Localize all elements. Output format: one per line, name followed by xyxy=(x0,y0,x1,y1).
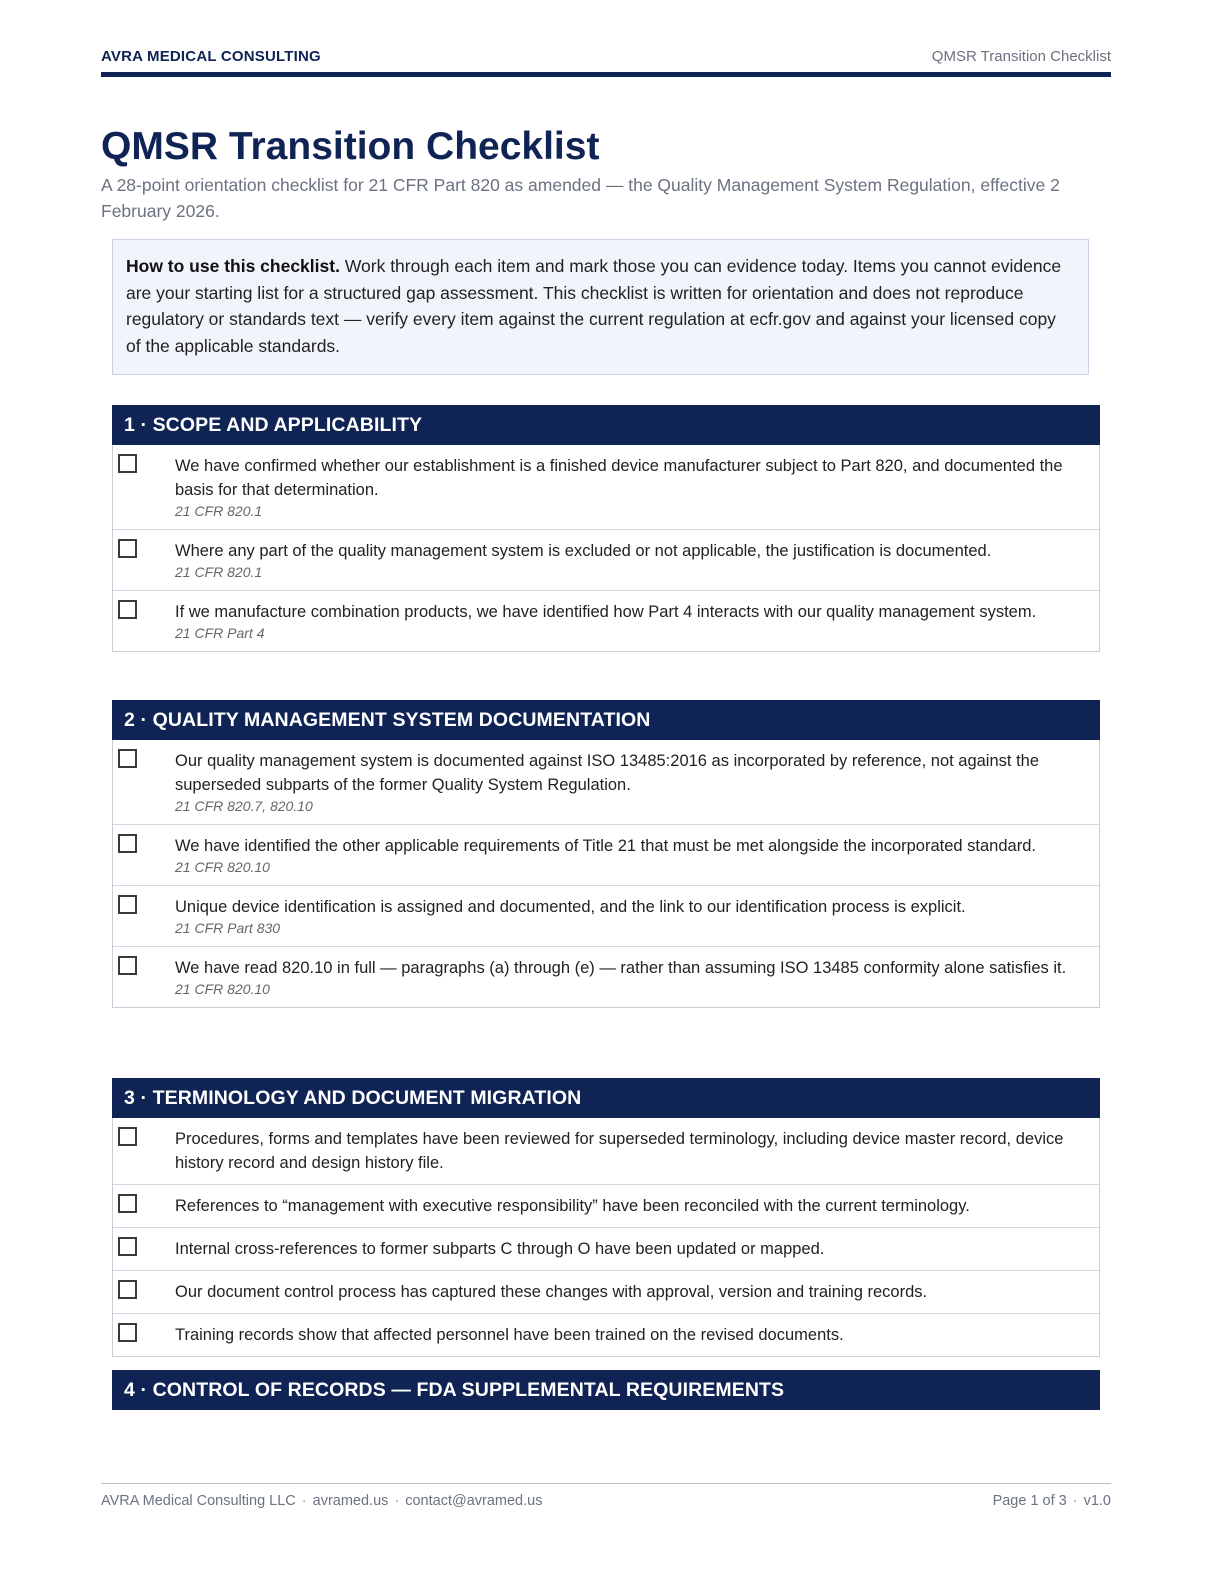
section-heading: 2 · QUALITY MANAGEMENT SYSTEM DOCUMENTATION xyxy=(112,700,1100,740)
footer-email-link[interactable]: contact@avramed.us xyxy=(405,1493,543,1509)
item-reference: 21 CFR 820.1 xyxy=(175,503,263,519)
checklist-item xyxy=(113,824,1099,885)
section-heading: 4 · CONTROL OF RECORDS — FDA SUPPLEMENTAL REQUIREMENTS xyxy=(112,1370,1100,1410)
checklist-item xyxy=(113,1313,1099,1356)
checkbox[interactable] xyxy=(118,1323,137,1342)
section-heading: 3 · TERMINOLOGY AND DOCUMENT MIGRATION xyxy=(112,1078,1100,1118)
item-reference: 21 CFR 820.10 xyxy=(175,859,270,875)
checkbox[interactable] xyxy=(118,539,137,558)
checklist-item xyxy=(113,529,1099,590)
page-footer xyxy=(101,1483,1111,1514)
section-control-of-records xyxy=(112,1370,1100,1410)
item-text: We have read 820.10 in full — paragraphs (a) through (e) — rather than assuming ISO 13485 conformity alone satisfies it. xyxy=(175,959,1067,977)
brand-name: AVRA MEDICAL CONSULTING xyxy=(101,48,321,65)
footer-page-info: Page 1 of 3 · v1.0 xyxy=(992,1493,1111,1509)
checklist-item xyxy=(113,740,1099,824)
section-qms-documentation xyxy=(112,700,1100,1008)
checkbox[interactable] xyxy=(118,834,137,853)
checkbox[interactable] xyxy=(118,749,137,768)
item-text: Our quality management system is documented against ISO 13485:2016 as incorporated by reference, not against the superseded subparts of the former Quality System Regulation. xyxy=(175,752,1040,794)
section-heading: 1 · SCOPE AND APPLICABILITY xyxy=(112,405,1100,445)
checklist-item xyxy=(113,1270,1099,1313)
page-header xyxy=(101,44,1111,77)
checklist-items xyxy=(112,1118,1100,1357)
page-subtitle: A 28-point orientation checklist for 21 CFR Part 820 as amended — the Quality Management System Regulation, effective 2 February 2026. xyxy=(101,175,1060,221)
checklist-item xyxy=(113,946,1099,1007)
item-reference: 21 CFR 820.10 xyxy=(175,981,270,997)
checklist-item xyxy=(113,885,1099,946)
item-text: Our document control process has captured these changes with approval, version and training records. xyxy=(175,1283,928,1301)
footer-website-link[interactable]: avramed.us xyxy=(312,1493,389,1509)
page-number: Page 1 of 3 xyxy=(992,1493,1067,1509)
header-document-name: QMSR Transition Checklist xyxy=(931,48,1111,65)
checklist-item xyxy=(113,445,1099,529)
checkbox[interactable] xyxy=(118,1127,137,1146)
checkbox[interactable] xyxy=(118,956,137,975)
item-text: References to “management with executive responsibility” have been reconciled with the current terminology. xyxy=(175,1197,970,1215)
item-text: Internal cross-references to former subparts C through O have been updated or mapped. xyxy=(175,1240,825,1258)
item-reference: 21 CFR 820.1 xyxy=(175,564,263,580)
item-reference: 21 CFR 820.7, 820.10 xyxy=(175,798,313,814)
checklist-item xyxy=(113,590,1099,651)
usage-callout xyxy=(112,239,1089,375)
version-label: v1.0 xyxy=(1083,1493,1111,1509)
section-terminology-migration xyxy=(112,1078,1100,1357)
checklist-items xyxy=(112,740,1100,1008)
callout-body: Work through each item and mark those you can evidence today. Items you cannot evidence are your starting list for a structured gap assessment. This checklist is written for orientation and does not reproduce regulatory or standards text — verify every item against the current regulation at ecfr.gov and against your licensed copy of the applicable standards. xyxy=(126,256,1062,356)
item-reference: 21 CFR Part 830 xyxy=(175,920,281,936)
page-title: QMSR Transition Checklist xyxy=(101,125,600,168)
item-text: Unique device identification is assigned and documented, and the link to our identification process is explicit. xyxy=(175,898,966,916)
item-text: We have identified the other applicable requirements of Title 21 that must be met alongside the incorporated standard. xyxy=(175,837,1036,855)
checkbox[interactable] xyxy=(118,895,137,914)
checkbox[interactable] xyxy=(118,1237,137,1256)
item-text: Training records show that affected personnel have been trained on the revised documents. xyxy=(175,1326,844,1344)
item-text: Where any part of the quality management system is excluded or not applicable, the justification is documented. xyxy=(175,542,992,560)
checklist-items xyxy=(112,445,1100,652)
item-text: Procedures, forms and templates have been reviewed for superseded terminology, including device master record, device history record and design history file. xyxy=(175,1130,1064,1172)
callout-lead: How to use this checklist. xyxy=(126,256,340,276)
item-reference: 21 CFR Part 4 xyxy=(175,625,265,641)
checklist-item xyxy=(113,1227,1099,1270)
footer-company: AVRA Medical Consulting LLC xyxy=(101,1493,296,1509)
item-text: We have confirmed whether our establishment is a finished device manufacturer subject to Part 820, and documented the basis for that determination. xyxy=(175,457,1063,499)
checkbox[interactable] xyxy=(118,1280,137,1299)
checkbox[interactable] xyxy=(118,1194,137,1213)
checklist-item xyxy=(113,1184,1099,1227)
checklist-item xyxy=(113,1118,1099,1184)
checkbox[interactable] xyxy=(118,600,137,619)
section-scope xyxy=(112,405,1100,652)
item-text: If we manufacture combination products, we have identified how Part 4 interacts with our quality management system. xyxy=(175,603,1037,621)
checkbox[interactable] xyxy=(118,454,137,473)
footer-contact: AVRA Medical Consulting LLC · avramed.us · contact@avramed.us xyxy=(101,1493,543,1509)
